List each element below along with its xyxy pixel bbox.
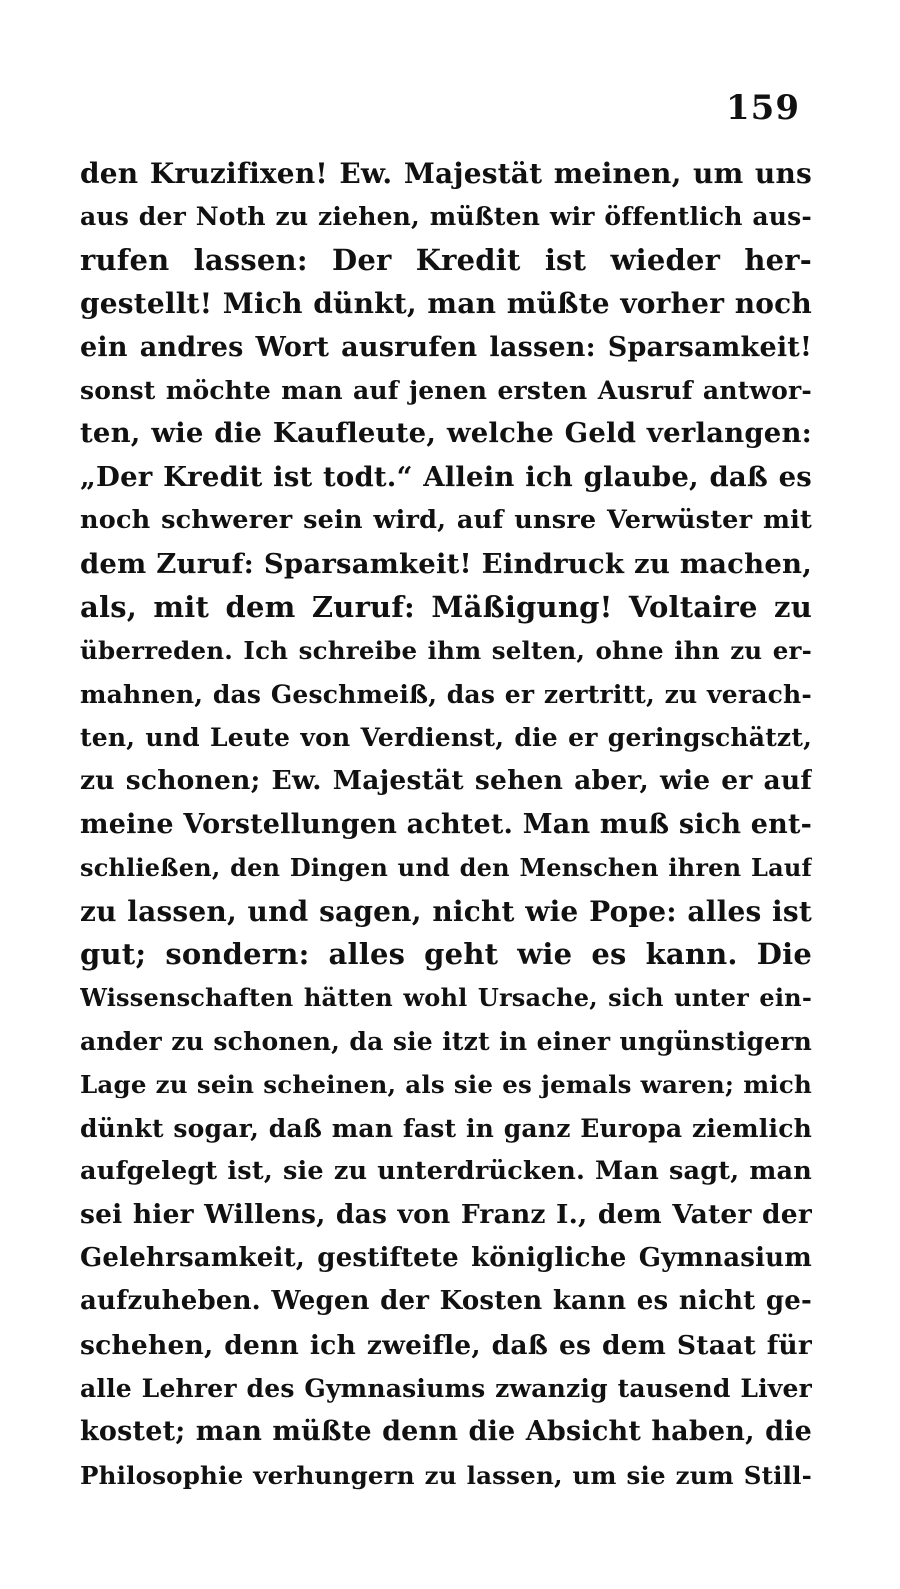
text-line: ander zu schonen, da sie itzt in einer ungünstigern <box>80 1026 812 1056</box>
text-line: dem Zuruf: Sparsamkeit! Eindruck zu machen, <box>80 547 812 580</box>
text-line: Philosophie verhungern zu lassen, um sie zum Still- <box>80 1460 812 1490</box>
page-number: 159 <box>726 88 800 128</box>
text-line: Lage zu sein scheinen, als sie es jemals waren; mich <box>80 1070 812 1100</box>
text-line: den Kruzifixen! Ew. Majestät meinen, um uns <box>80 157 812 190</box>
text-line: schehen, denn ich zweifle, daß es dem Staat für <box>80 1329 812 1361</box>
text-line: überreden. Ich schreibe ihm selten, ohne ihn zu er- <box>80 636 812 666</box>
text-line: kostet; man müßte denn die Absicht haben, die <box>80 1416 812 1448</box>
text-line: gestellt! Mich dünkt, man müßte vorher noch <box>80 287 812 321</box>
text-line: gut; sondern: alles geht wie es kann. Die <box>80 937 812 972</box>
text-line: „Der Kredit ist todt.“ Allein ich glaube, daß es <box>80 460 812 493</box>
text-line: meine Vorstellungen achtet. Man muß sich ent- <box>80 808 812 840</box>
text-line: noch schwerer sein wird, auf unsre Verwüster mit <box>80 505 812 536</box>
text-line: Wissenschaften hätten wohl Ursache, sich unter ein- <box>80 983 812 1013</box>
text-line: aufgelegt ist, sie zu unterdrücken. Man sagt, man <box>80 1155 812 1186</box>
body-text <box>80 152 812 1497</box>
text-line: zu lassen, und sagen, nicht wie Pope: alles ist <box>80 894 812 928</box>
text-line: sei hier Willens, das von Franz I., dem Vater der <box>80 1199 812 1231</box>
text-line: als, mit dem Zuruf: Mäßigung! Voltaire zu <box>80 589 812 624</box>
text-line: alle Lehrer des Gymnasiums zwanzig tausend Liver <box>80 1373 812 1403</box>
text-line: ein andres Wort ausrufen lassen: Sparsamkeit! <box>80 331 812 363</box>
text-line: aufzuheben. Wegen der Kosten kann es nicht ge- <box>80 1286 812 1317</box>
text-line: zu schonen; Ew. Majestät sehen aber, wie er auf <box>80 765 812 797</box>
text-line: ten, und Leute von Verdienst, die er geringschätzt, <box>80 723 812 753</box>
text-line: ten, wie die Kaufleute, welche Geld verlangen: <box>80 417 812 450</box>
text-line: schließen, den Dingen und den Menschen ihren Lauf <box>80 853 812 883</box>
text-line: mahnen, das Geschmeiß, das er zertritt, zu verach- <box>80 679 812 709</box>
text-line: Gelehrsamkeit, gestiftete königliche Gymnasium <box>80 1242 812 1273</box>
text-line: sonst möchte man auf jenen ersten Ausruf antwor- <box>80 375 812 405</box>
text-line: aus der Noth zu ziehen, müßten wir öffentlich aus- <box>80 202 812 232</box>
text-line: rufen lassen: Der Kredit ist wieder her- <box>80 242 812 277</box>
text-line: dünkt sogar, daß man fast in ganz Europa ziemlich <box>80 1113 812 1143</box>
